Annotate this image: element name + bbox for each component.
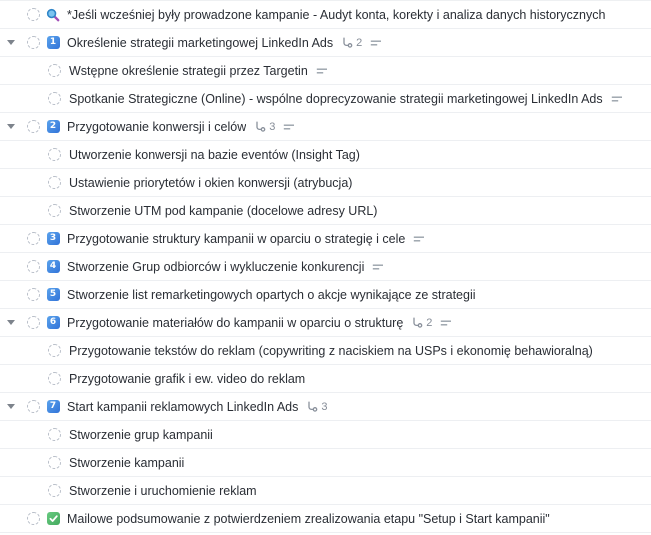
description-indicator [316,66,328,76]
task-name[interactable]: Przygotowanie struktury kampanii w oparciu o strategię i cele [67,231,406,246]
description-lines-icon [316,66,328,76]
expand-toggle[interactable] [6,404,16,409]
task-row[interactable] [0,309,651,337]
keycap-number-icon: 1 [47,36,60,49]
subtask-count [341,37,362,49]
check-mark-icon [47,512,60,525]
keycap-number-icon: 4 [47,260,60,273]
keycap-number-icon: 3 [47,232,60,245]
task-row[interactable] [0,29,651,57]
subtask-count [254,121,275,133]
status-circle-icon[interactable] [27,232,40,245]
subtask-branch-icon [254,121,266,133]
task-name[interactable]: Określenie strategii marketingowej LinkedIn Ads [67,35,334,50]
chevron-down-icon[interactable] [7,40,15,45]
description-lines-icon [372,262,384,272]
status-circle-icon[interactable] [27,8,40,21]
status-circle-icon[interactable] [27,512,40,525]
task-name[interactable]: *Jeśli wcześniej były prowadzone kampanie - Audyt konta, korekty i analiza danych historycznych [67,7,606,22]
description-lines-icon [611,94,623,104]
task-name[interactable]: Przygotowanie grafik i ew. video do reklam [69,371,306,386]
status-circle-icon[interactable] [48,372,61,385]
task-row[interactable] [0,141,651,169]
keycap-number-icon: 7 [47,400,60,413]
task-row[interactable] [0,85,651,113]
chevron-down-icon[interactable] [7,320,15,325]
task-row[interactable] [0,197,651,225]
task-row[interactable] [0,505,651,533]
subtask-count-value: 3 [269,120,276,133]
status-circle-icon[interactable] [27,36,40,49]
task-name[interactable]: Przygotowanie tekstów do reklam (copywriting z naciskiem na USPs i ekonomię behawioralną) [69,343,593,358]
search-icon [46,8,60,22]
task-name[interactable]: Stworzenie kampanii [69,455,185,470]
task-row[interactable] [0,1,651,29]
expand-toggle[interactable] [6,12,16,17]
status-circle-icon[interactable] [48,484,61,497]
expand-toggle[interactable] [6,236,16,241]
subtask-count [411,317,432,329]
description-lines-icon [370,38,382,48]
subtask-branch-icon [306,401,318,413]
status-circle-icon[interactable] [27,260,40,273]
task-name[interactable]: Start kampanii reklamowych LinkedIn Ads [67,399,299,414]
status-circle-icon[interactable] [27,400,40,413]
status-circle-icon[interactable] [27,288,40,301]
chevron-down-icon[interactable] [7,124,15,129]
chevron-down-icon[interactable] [7,404,15,409]
keycap-number-icon: 6 [47,316,60,329]
status-circle-icon[interactable] [27,316,40,329]
task-row[interactable] [0,337,651,365]
subtask-branch-icon [411,317,423,329]
description-indicator [440,318,452,328]
task-row[interactable] [0,365,651,393]
status-circle-icon[interactable] [48,428,61,441]
task-name[interactable]: Ustawienie priorytetów i okien konwersji (atrybucja) [69,175,353,190]
expand-toggle[interactable] [6,320,16,325]
task-row[interactable] [0,169,651,197]
task-row[interactable] [0,421,651,449]
task-name[interactable]: Spotkanie Strategiczne (Online) - wspólne doprecyzowanie strategii marketingowej LinkedIn Ads [69,91,603,106]
description-indicator [413,234,425,244]
task-name[interactable]: Utworzenie konwersji na bazie eventów (Insight Tag) [69,147,360,162]
status-circle-icon[interactable] [48,176,61,189]
subtask-count-value: 2 [356,36,363,49]
description-indicator [370,38,382,48]
status-circle-icon[interactable] [48,456,61,469]
task-name[interactable]: Przygotowanie materiałów do kampanii w oparciu o strukturę [67,315,404,330]
task-name[interactable]: Stworzenie Grup odbiorców i wykluczenie konkurencji [67,259,365,274]
task-row[interactable] [0,113,651,141]
status-circle-icon[interactable] [48,204,61,217]
subtask-count-value: 2 [426,316,433,329]
status-circle-icon[interactable] [48,92,61,105]
subtask-count [306,401,327,413]
description-indicator [611,94,623,104]
status-circle-icon[interactable] [48,148,61,161]
description-indicator [283,122,295,132]
task-name[interactable]: Stworzenie i uruchomienie reklam [69,483,257,498]
description-lines-icon [283,122,295,132]
task-row[interactable] [0,57,651,85]
expand-toggle[interactable] [6,516,16,521]
description-lines-icon [413,234,425,244]
task-name[interactable]: Przygotowanie konwersji i celów [67,119,247,134]
keycap-number-icon: 2 [47,120,60,133]
subtask-count-value: 3 [321,400,328,413]
task-row[interactable] [0,393,651,421]
task-name[interactable]: Stworzenie grup kampanii [69,427,213,442]
task-name[interactable]: Stworzenie list remarketingowych opartych o akcje wynikające ze strategii [67,287,476,302]
subtask-branch-icon [341,37,353,49]
task-name[interactable]: Mailowe podsumowanie z potwierdzeniem zrealizowania etapu "Setup i Start kampanii" [67,511,550,526]
expand-toggle[interactable] [6,40,16,45]
status-circle-icon[interactable] [48,344,61,357]
expand-toggle[interactable] [6,264,16,269]
status-circle-icon[interactable] [48,64,61,77]
expand-toggle[interactable] [6,292,16,297]
description-indicator [372,262,384,272]
description-lines-icon [440,318,452,328]
task-name[interactable]: Stworzenie UTM pod kampanie (docelowe adresy URL) [69,203,378,218]
expand-toggle[interactable] [6,124,16,129]
task-row[interactable] [0,225,651,253]
status-circle-icon[interactable] [27,120,40,133]
task-row[interactable] [0,477,651,505]
task-row[interactable] [0,449,651,477]
task-row[interactable] [0,253,651,281]
keycap-number-icon: 5 [47,288,60,301]
task-name[interactable]: Wstępne określenie strategii przez Targetin [69,63,308,78]
task-row[interactable] [0,281,651,309]
